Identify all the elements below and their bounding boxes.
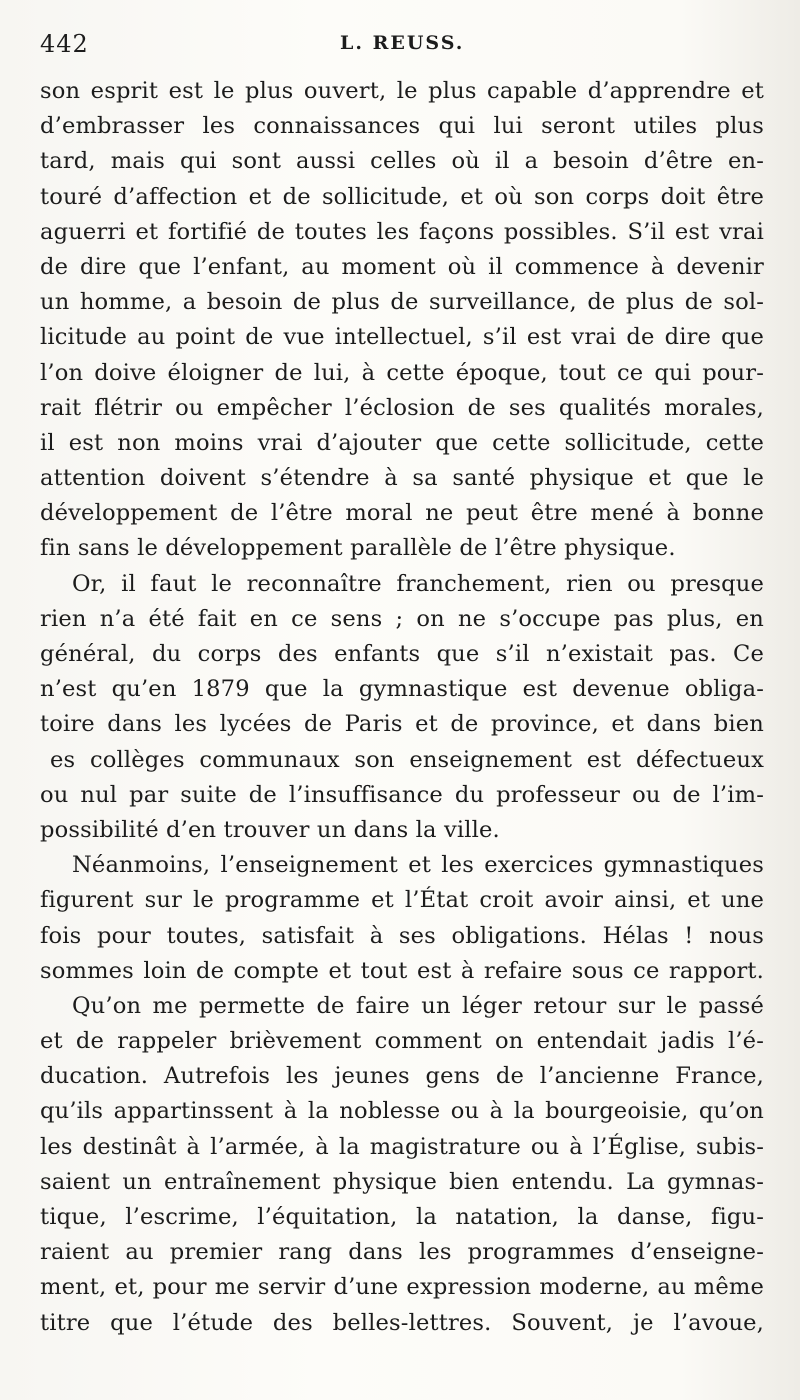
text-line: possibilité d’en trouver un dans la ville. [40,816,500,843]
text-line: tard, mais qui sont aussi celles où il a besoin d’être en- [40,148,764,175]
text-line: général, du corps des enfants que s’il n’existait pas. Ce [40,641,764,667]
text-line: il est non moins vrai d’ajouter que cette sollicitude, cette [40,429,764,456]
text-line: et de rappeler brièvement comment on entendait jadis l’é- [40,1028,764,1055]
paragraph [40,74,764,567]
text-line: son esprit est le plus ouvert, le plus capable d’apprendre et [40,78,764,104]
running-head: L. REUSS. [340,32,465,54]
text-line: qu’ils appartinssent à la noblesse ou à la bourgeoisie, qu’on [40,1098,764,1125]
text-line: attention doivent s’étendre à sa santé physique et que le [40,465,764,492]
text-line: un homme, a besoin de plus de surveillance, de plus de sol- [40,289,764,316]
page-header [40,30,764,74]
text-line: Néanmoins, l’enseignement et les exercices gymnastiques [72,852,764,879]
text-line: de dire que l’enfant, au moment où il commence à devenir [40,253,764,280]
text-line: tique, l’escrime, l’équitation, la natation, la danse, figu- [40,1204,764,1230]
text-line: ment, et, pour me servir d’une expression moderne, au même [40,1274,764,1301]
text-line: ducation. Autrefois les jeunes gens de l’ancienne France, [40,1063,764,1090]
text-line: rien n’a été fait en ce sens ; on ne s’occupe pas plus, en [40,605,764,632]
text-line: toire dans les lycées de Paris et de province, et dans bien [40,711,764,738]
text-line: l’on doive éloigner de lui, à cette époque, tout ce qui pour- [40,359,764,386]
text-line: fin sans le développement parallèle de l’être physique. [40,535,676,562]
text-line: sommes loin de compte et tout est à refaire sous ce rapport. [40,957,764,984]
text-line: rait flétrir ou empêcher l’éclosion de ses qualités morales, [40,394,764,421]
text-line: fois pour toutes, satisfait à ses obligations. Hélas ! nous [40,922,764,949]
text-line: développement de l’être moral ne peut être mené à bonne [40,500,764,527]
paragraph [40,989,764,1341]
text-line: Or, il faut le reconnaître franchement, rien ou presque [72,570,764,597]
paragraph [40,567,764,849]
text-line: titre que l’étude des belles-lettres. Souvent, je l’avoue, [40,1309,764,1336]
text-line: licitude au point de vue intellectuel, s’il est vrai de dire que [40,324,764,351]
text-line: raient au premier rang dans les programmes d’enseigne- [40,1239,764,1266]
text-line: n’est qu’en 1879 que la gymnastique est devenue obliga- [40,676,764,703]
text-line: figurent sur le programme et l’État croit avoir ainsi, et une [40,887,764,914]
body-text [40,74,764,1341]
text-line: aguerri et fortifié de toutes les façons possibles. S’il est vrai [40,218,764,245]
text-line: touré d’affection et de sollicitude, et où son corps doit être [40,183,764,210]
text-line: es collèges communaux son enseignement est défectueux [50,746,764,773]
paragraph [40,848,764,989]
text-line: Qu’on me permette de faire un léger retour sur le passé [72,992,764,1019]
page-number: 442 [40,30,89,58]
text-line: saient un entraînement physique bien entendu. La gymnas- [40,1168,764,1195]
text-line: ou nul par suite de l’insuffisance du professeur ou de l’im- [40,781,764,808]
text-line: d’embrasser les connaissances qui lui seront utiles plus [40,113,764,140]
text-line: les destinât à l’armée, à la magistrature ou à l’Église, subis- [40,1133,764,1160]
